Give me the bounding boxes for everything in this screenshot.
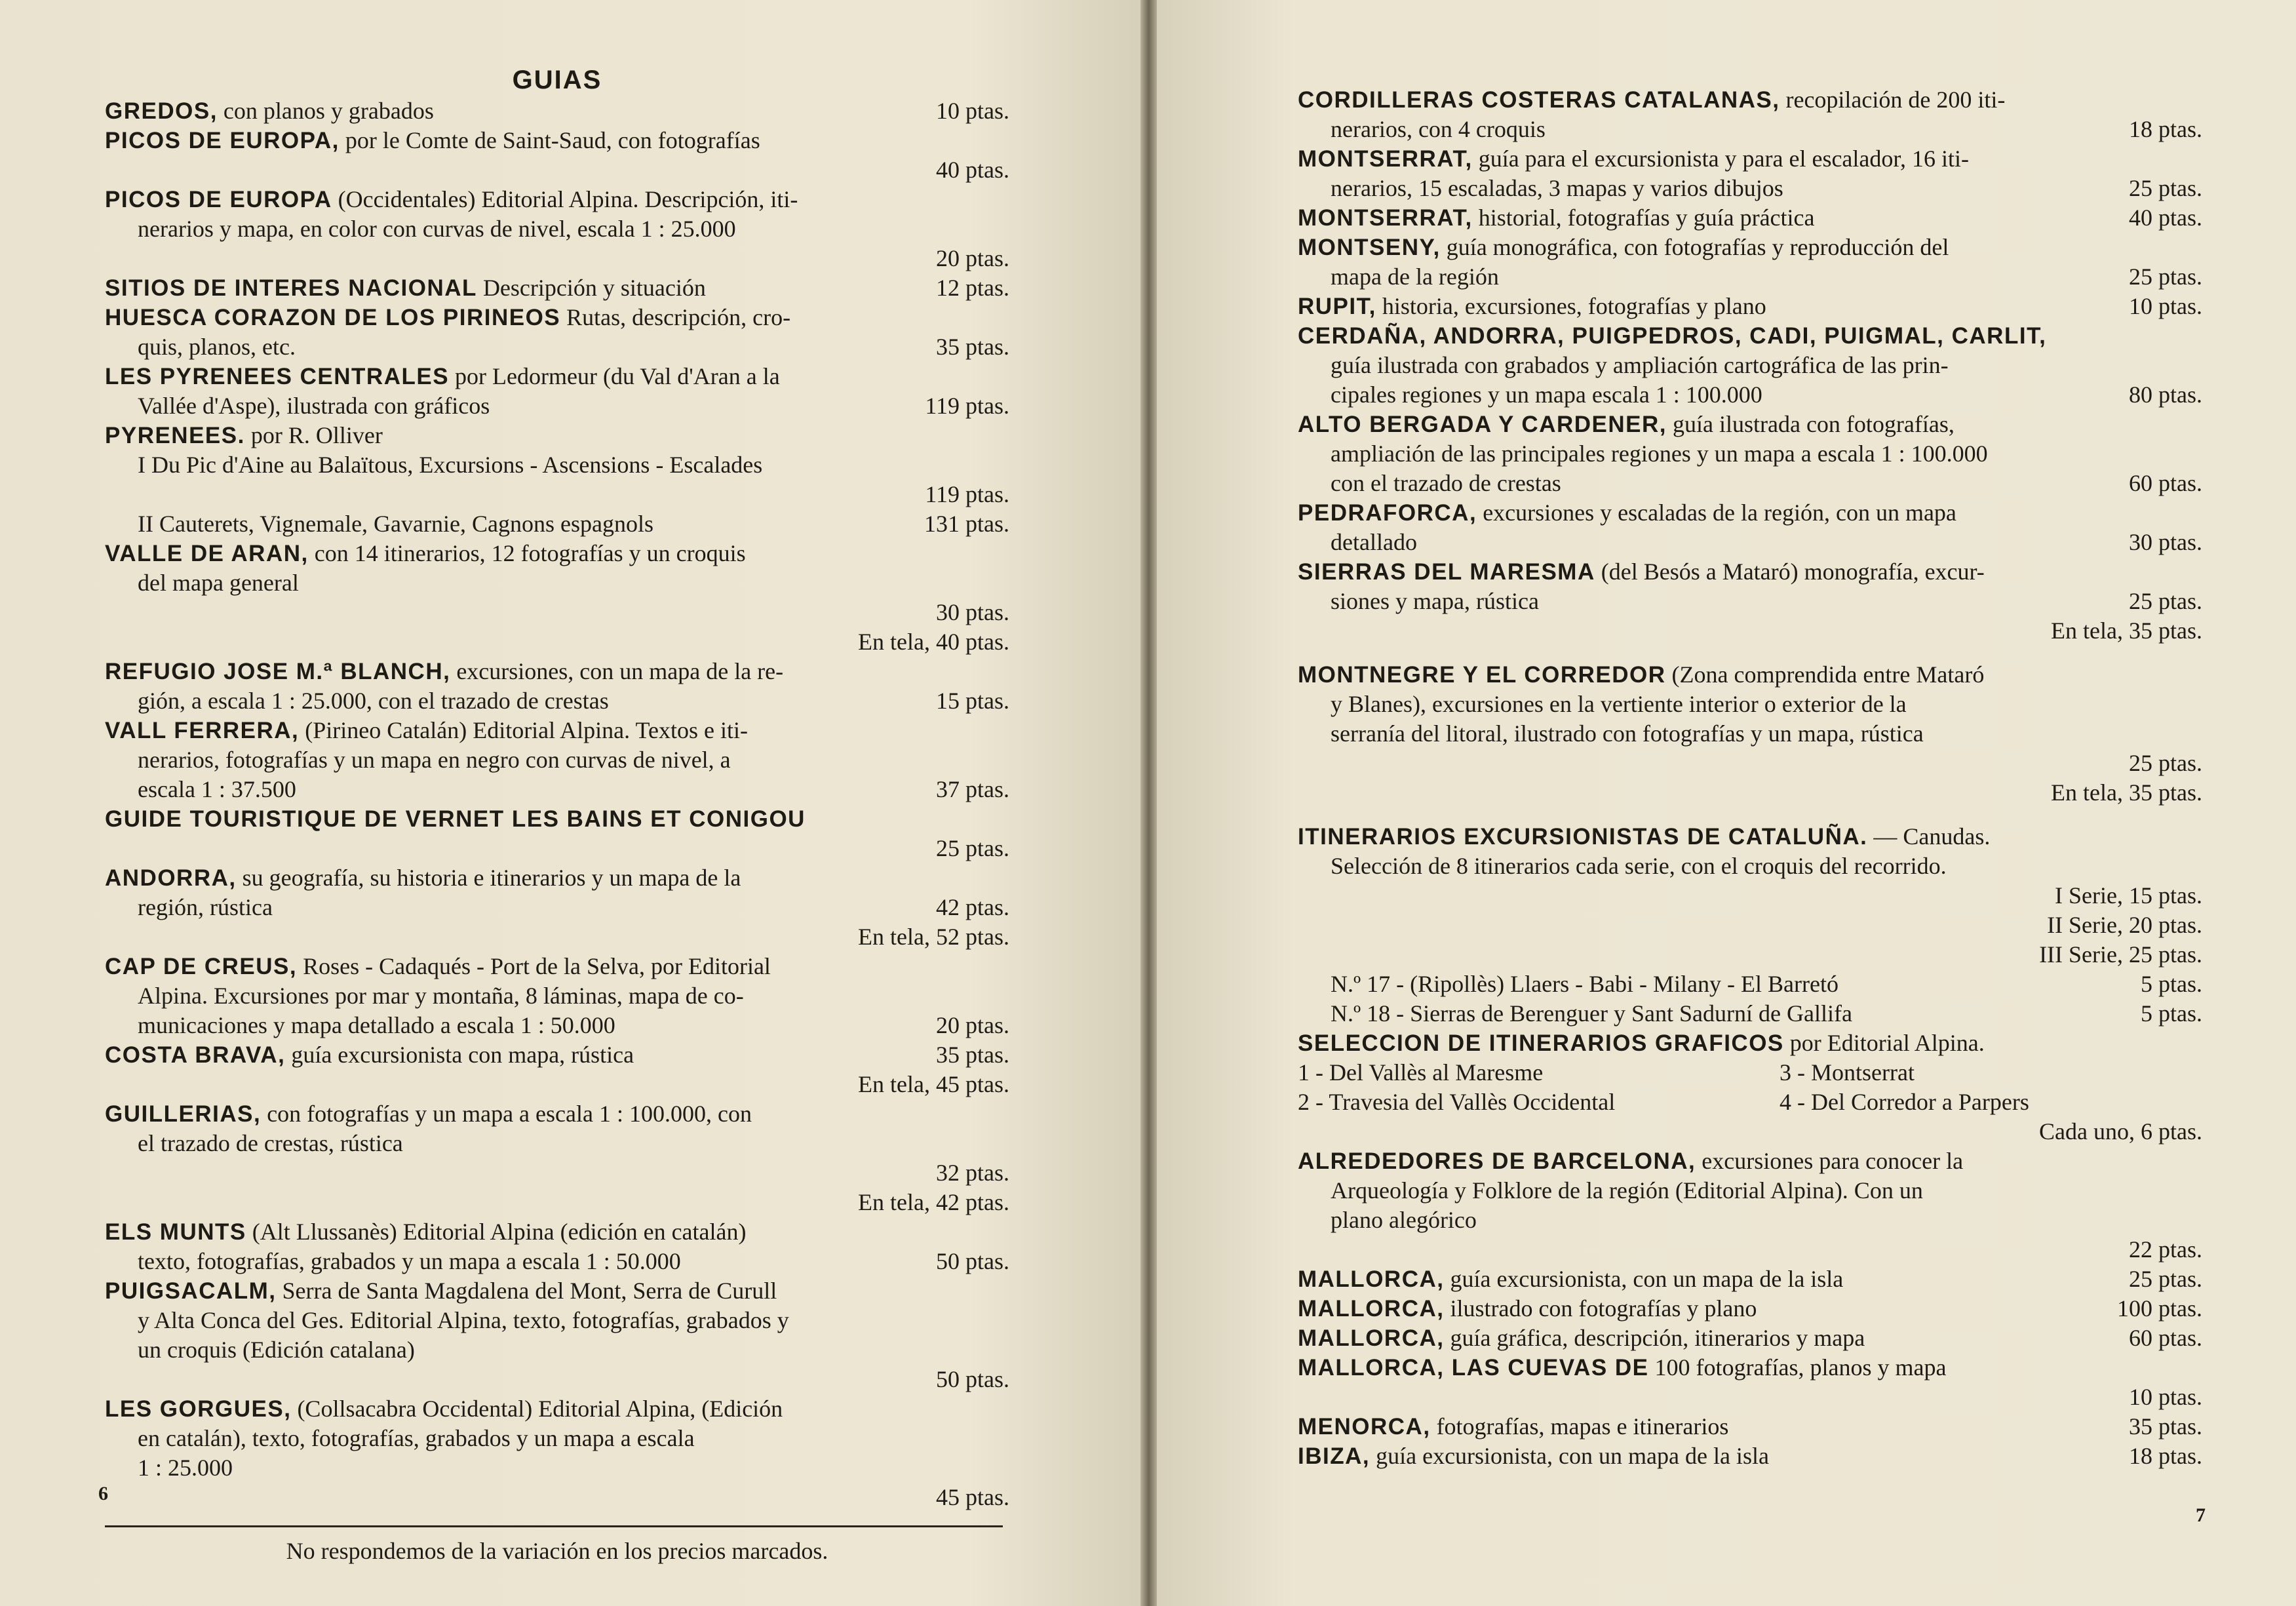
entry-title: GREDOS,	[105, 98, 218, 124]
series-price: III Serie, 25 ptas.	[2039, 941, 2202, 968]
catalog-entry	[1298, 233, 2202, 292]
entry-title: PICOS DE EUROPA,	[105, 128, 340, 153]
entry-text: del mapa general	[138, 570, 299, 596]
entry-text: (Occidentales) Editorial Alpina. Descripción, iti-	[338, 186, 798, 212]
entry-text: por le Comte de Saint-Saud, con fotografías	[345, 127, 760, 153]
entry-price: 5 ptas.	[2141, 971, 2202, 997]
entry-text: serranía del litoral, ilustrado con fotografías y un mapa, rústica	[1331, 720, 1924, 747]
entry-price: 35 ptas.	[2129, 1413, 2202, 1440]
catalog-entry	[105, 863, 1009, 952]
entry-price: Cada uno, 6 ptas.	[2039, 1118, 2202, 1145]
entry-price: 32 ptas.	[936, 1160, 1009, 1186]
entry-price: 45 ptas.	[936, 1484, 1009, 1510]
entry-text: excursiones y escaladas de la región, con un mapa	[1483, 499, 1956, 526]
catalog-entry	[1298, 822, 2202, 1028]
catalog-entry	[105, 421, 1009, 539]
entry-title: CORDILLERAS COSTERAS CATALANAS,	[1298, 87, 1780, 113]
entry-text: 1 : 25.000	[138, 1455, 233, 1481]
entry-title: PYRENEES.	[105, 423, 245, 448]
catalog-entry	[1298, 292, 2202, 321]
entry-price: 10 ptas.	[936, 98, 1009, 124]
catalog-entry	[1298, 1323, 2202, 1353]
catalog-entry	[105, 657, 1009, 716]
entry-text: con fotografías y un mapa a escala 1 : 100.000, con	[267, 1101, 752, 1127]
entry-title: MALLORCA,	[1298, 1266, 1445, 1292]
entry-text: gión, a escala 1 : 25.000, con el trazado de crestas	[138, 688, 609, 714]
entry-text: cipales regiones y un mapa escala 1 : 100.000	[1331, 382, 1762, 408]
entry-title: CERDAÑA, ANDORRA, PUIGPEDROS, CADI, PUIGMAL, CARLIT,	[1298, 323, 2047, 349]
entry-price-cloth: En tela, 35 ptas.	[2051, 617, 2202, 644]
entry-price-cloth: En tela, 42 ptas.	[858, 1189, 1009, 1215]
book-gutter	[1140, 0, 1157, 1606]
catalog-entry	[1298, 1028, 2202, 1146]
entry-price: 22 ptas.	[2129, 1236, 2202, 1263]
entry-price: 25 ptas.	[2129, 1266, 2202, 1292]
entry-text: Rutas, descripción, cro-	[566, 304, 791, 330]
entry-text: historia, excursiones, fotografías y plano	[1382, 293, 1766, 319]
entry-text: mapa de la región	[1331, 264, 1499, 290]
catalog-entry	[105, 539, 1009, 657]
entry-price: 25 ptas.	[2129, 264, 2202, 290]
entry-price: 25 ptas.	[2129, 175, 2202, 201]
entry-text: con el trazado de crestas	[1331, 470, 1561, 496]
entry-title: MONTSENY,	[1298, 235, 1441, 260]
entry-title: MALLORCA, LAS CUEVAS DE	[1298, 1355, 1649, 1381]
entry-title: IBIZA,	[1298, 1443, 1371, 1469]
entry-title: PUIGSACALM,	[105, 1278, 277, 1304]
entry-title: MALLORCA,	[1298, 1325, 1445, 1351]
entry-title: PEDRAFORCA,	[1298, 500, 1477, 526]
entry-price: 35 ptas.	[936, 1042, 1009, 1068]
entry-text: excursiones, con un mapa de la re-	[456, 658, 784, 684]
entry-text: nerarios, con 4 croquis	[1331, 116, 1546, 142]
left-column	[105, 62, 1009, 1566]
series-price: I Serie, 15 ptas.	[2055, 882, 2202, 909]
entry-text: Vallée d'Aspe), ilustrada con gráficos	[138, 393, 490, 419]
entry-text: (Pirineo Catalán) Editorial Alpina. Textos e iti-	[305, 717, 748, 743]
catalog-entry	[105, 952, 1009, 1040]
entry-text: y Alta Conca del Ges. Editorial Alpina, texto, fotografías, grabados y	[138, 1307, 789, 1333]
entry-price: 40 ptas.	[936, 157, 1009, 183]
entry-price: 80 ptas.	[2129, 382, 2202, 408]
catalog-entry	[1298, 144, 2202, 203]
entry-title: ITINERARIOS EXCURSIONISTAS DE CATALUÑA.	[1298, 824, 1868, 850]
entry-text: recopilación de 200 iti-	[1785, 87, 2006, 113]
entry-price: 18 ptas.	[2129, 1443, 2202, 1469]
entry-price: 37 ptas.	[936, 776, 1009, 802]
entry-text: (Collsacabra Occidental) Editorial Alpina, (Edición	[297, 1396, 783, 1422]
entry-text: detallado	[1331, 529, 1417, 555]
entry-title: COSTA BRAVA,	[105, 1042, 286, 1068]
entry-text: por Editorial Alpina.	[1789, 1030, 1985, 1056]
catalog-entry	[1298, 321, 2202, 410]
entry-text: nerarios, 15 escaladas, 3 mapas y varios dibujos	[1331, 175, 1783, 201]
entry-text: Selección de 8 itinerarios cada serie, con el croquis del recorrido.	[1331, 853, 1947, 879]
entry-price: 20 ptas.	[936, 1012, 1009, 1038]
entry-title: REFUGIO JOSE M.ª BLANCH,	[105, 659, 451, 684]
graphic-itinerary: 1 - Del Vallès al Maresme	[1298, 1059, 1544, 1086]
catalog-entry	[105, 362, 1009, 421]
entry-text: guía ilustrada con grabados y ampliación cartográfica de las prin-	[1331, 352, 1949, 378]
entry-text: siones y mapa, rústica	[1331, 588, 1539, 614]
graphic-itinerary: 2 - Travesia del Vallès Occidental	[1298, 1089, 1616, 1115]
entry-price: 119 ptas.	[925, 393, 1009, 419]
catalog-entry	[1298, 203, 2202, 233]
page-number: 6	[98, 1483, 108, 1504]
entry-price: 60 ptas.	[2129, 1325, 2202, 1351]
entry-title: LES PYRENEES CENTRALES	[105, 364, 450, 389]
entry-text: (del Besós a Mataró) monografía, excur-	[1601, 558, 1985, 585]
entry-price: 40 ptas.	[2129, 205, 2202, 231]
catalog-entry	[105, 1217, 1009, 1276]
entry-text: (Alt Llussanès) Editorial Alpina (edición en catalán)	[252, 1219, 747, 1245]
entry-price: 50 ptas.	[936, 1248, 1009, 1274]
entry-title: VALLE DE ARAN,	[105, 541, 309, 566]
catalog-entry	[105, 1276, 1009, 1394]
series-price: II Serie, 20 ptas.	[2047, 912, 2202, 938]
entry-title: MONTSERRAT,	[1298, 205, 1473, 231]
numbered-itinerary: N.º 18 - Sierras de Berenguer y Sant Sadurní de Gallifa	[1331, 1000, 1852, 1027]
entry-title: PICOS DE EUROPA	[105, 187, 332, 212]
catalog-entry	[105, 716, 1009, 804]
entry-price-cloth: En tela, 40 ptas.	[858, 629, 1009, 655]
catalog-entry	[105, 273, 1009, 303]
entry-price: 30 ptas.	[936, 599, 1009, 625]
entry-price: 20 ptas.	[936, 245, 1009, 271]
catalog-entry	[1298, 557, 2202, 646]
catalog-entry	[1298, 1264, 2202, 1294]
page-number: 7	[2196, 1504, 2206, 1526]
left-page	[0, 0, 1140, 1606]
footer-note: No respondemos de la variación en los precios marcados.	[286, 1538, 828, 1564]
entry-text: excursiones para conocer la	[1702, 1148, 1964, 1174]
entry-title: CAP DE CREUS,	[105, 954, 298, 979]
entry-subitem: I Du Pic d'Aine au Balaïtous, Excursions - Ascensions - Escalades	[138, 452, 763, 478]
entry-price: 15 ptas.	[936, 688, 1009, 714]
entry-text: ilustrado con fotografías y plano	[1450, 1295, 1757, 1322]
catalog-entry	[105, 303, 1009, 362]
entry-text: por R. Olliver	[250, 422, 383, 448]
section-heading: GUIAS	[512, 66, 602, 94]
entry-price-cloth: En tela, 52 ptas.	[858, 924, 1009, 950]
entry-text: guía excursionista, con un mapa de la isla	[1376, 1443, 1769, 1469]
entry-title: SITIOS DE INTERES NACIONAL	[105, 275, 477, 301]
catalog-entry	[1298, 660, 2202, 808]
entry-text: fotografías, mapas e itinerarios	[1436, 1413, 1729, 1440]
entry-title: ALTO BERGADA Y CARDENER,	[1298, 412, 1667, 437]
entry-text: y Blanes), excursiones en la vertiente interior o exterior de la	[1331, 691, 1907, 717]
catalog-entry	[105, 126, 1009, 185]
entry-text: guía para el excursionista y para el escalador, 16 iti-	[1478, 146, 1969, 172]
catalog-entry	[105, 185, 1009, 273]
entry-text: con 14 itinerarios, 12 fotografías y un croquis	[314, 540, 746, 566]
entry-title: GUILLERIAS,	[105, 1101, 262, 1127]
catalog-entry	[1298, 498, 2202, 557]
entry-text: Arqueología y Folklore de la región (Editorial Alpina). Con un	[1331, 1177, 1923, 1204]
entry-title: RUPIT,	[1298, 294, 1376, 319]
entry-text: con planos y grabados	[223, 98, 434, 124]
entry-text: (Zona comprendida entre Mataró	[1671, 661, 1985, 688]
entry-text: texto, fotografías, grabados y un mapa a escala 1 : 50.000	[138, 1248, 681, 1274]
entry-text: Descripción y situación	[482, 275, 706, 301]
entry-title: VALL FERRERA,	[105, 718, 300, 743]
entry-text: guía monográfica, con fotografías y reproducción del	[1446, 234, 1949, 260]
entry-price: 100 ptas.	[2117, 1295, 2202, 1322]
entry-title: MENORCA,	[1298, 1414, 1431, 1440]
graphic-itinerary: 4 - Del Corredor a Parpers	[1780, 1089, 2029, 1115]
entry-price: 35 ptas.	[936, 334, 1009, 360]
catalog-entry	[1298, 1441, 2202, 1471]
entry-title: HUESCA CORAZON DE LOS PIRINEOS	[105, 305, 561, 330]
entry-text: el trazado de crestas, rústica	[138, 1130, 403, 1156]
entry-text: guía excursionista con mapa, rústica	[291, 1042, 634, 1068]
entry-text: Serra de Santa Magdalena del Mont, Serra de Curull	[282, 1278, 777, 1304]
entry-text: Roses - Cadaqués - Port de la Selva, por Editorial	[303, 953, 771, 979]
entry-title: MONTNEGRE Y EL CORREDOR	[1298, 662, 1666, 688]
entry-price: 10 ptas.	[2129, 293, 2202, 319]
entry-price: 12 ptas.	[936, 275, 1009, 301]
entry-price-cloth: En tela, 35 ptas.	[2051, 779, 2202, 806]
entry-price: 25 ptas.	[2129, 588, 2202, 614]
catalog-entry	[105, 96, 1009, 126]
entry-price: 131 ptas.	[924, 511, 1009, 537]
entry-price-cloth: En tela, 45 ptas.	[858, 1071, 1009, 1097]
entry-subitem: II Cauterets, Vignemale, Gavarnie, Cagnons espagnols	[138, 511, 653, 537]
catalog-entry	[1298, 410, 2202, 498]
entry-text: en catalán), texto, fotografías, grabados y un mapa a escala	[138, 1425, 695, 1451]
catalog-entry	[1298, 1353, 2202, 1412]
right-page	[1157, 0, 2296, 1606]
entry-text: región, rústica	[138, 894, 273, 920]
entry-title: SIERRAS DEL MARESMA	[1298, 559, 1595, 585]
entry-price: 5 ptas.	[2141, 1000, 2202, 1027]
entry-text: nerarios y mapa, en color con curvas de nivel, escala 1 : 25.000	[138, 216, 736, 242]
entry-price: 30 ptas.	[2129, 529, 2202, 555]
entry-title: ALREDEDORES DE BARCELONA,	[1298, 1148, 1696, 1174]
entry-price: 42 ptas.	[936, 894, 1009, 920]
entry-price: 50 ptas.	[936, 1366, 1009, 1392]
entry-text: un croquis (Edición catalana)	[138, 1337, 415, 1363]
catalog-entry	[1298, 1146, 2202, 1264]
entry-title: GUIDE TOURISTIQUE DE VERNET LES BAINS ET CONIGOU	[105, 806, 806, 832]
graphic-itinerary: 3 - Montserrat	[1780, 1059, 1915, 1086]
entry-price: 25 ptas.	[2129, 750, 2202, 776]
entry-text: Alpina. Excursiones por mar y montaña, 8 láminas, mapa de co-	[138, 983, 744, 1009]
entry-title: MONTSERRAT,	[1298, 146, 1473, 172]
entry-text: nerarios, fotografías y un mapa en negro con curvas de nivel, a	[138, 747, 731, 773]
entry-text: plano alegórico	[1331, 1207, 1477, 1233]
entry-price: 60 ptas.	[2129, 470, 2202, 496]
entry-title: SELECCION DE ITINERARIOS GRAFICOS	[1298, 1030, 1784, 1056]
entry-text: — Canudas.	[1873, 823, 1991, 850]
catalog-entry	[105, 1394, 1009, 1512]
divider	[105, 1525, 1003, 1527]
entry-title: LES GORGUES,	[105, 1396, 292, 1422]
catalog-entry	[105, 1099, 1009, 1217]
entry-price: 25 ptas.	[936, 835, 1009, 861]
catalog-entry	[105, 1040, 1009, 1099]
entry-text: ampliación de las principales regiones y un mapa a escala 1 : 100.000	[1331, 441, 1988, 467]
entry-text: quis, planos, etc.	[138, 334, 296, 360]
entry-text: por Ledormeur (du Val d'Aran a la	[455, 363, 780, 389]
catalog-entry	[1298, 85, 2202, 144]
entry-text: escala 1 : 37.500	[138, 776, 296, 802]
entry-price: 10 ptas.	[2129, 1384, 2202, 1410]
entry-text: historial, fotografías y guía práctica	[1478, 205, 1815, 231]
right-column	[1298, 85, 2202, 1471]
entry-text: guía ilustrada con fotografías,	[1673, 411, 1955, 437]
catalog-entry	[105, 804, 1009, 863]
entry-price: 119 ptas.	[925, 481, 1009, 507]
entry-text: 100 fotografías, planos y mapa	[1654, 1354, 1947, 1381]
catalog-entry	[1298, 1412, 2202, 1441]
entry-title: ANDORRA,	[105, 865, 237, 891]
entry-text: su geografía, su historia e itinerarios y un mapa de la	[242, 865, 741, 891]
entry-title: MALLORCA,	[1298, 1296, 1445, 1322]
entry-text: municaciones y mapa detallado a escala 1 : 50.000	[138, 1012, 615, 1038]
catalog-entry	[1298, 1294, 2202, 1323]
numbered-itinerary: N.º 17 - (Ripollès) Llaers - Babi - Milany - El Barretó	[1331, 971, 1839, 997]
entry-text: guía excursionista, con un mapa de la isla	[1450, 1266, 1844, 1292]
entry-text: guía gráfica, descripción, itinerarios y mapa	[1450, 1325, 1865, 1351]
entry-price: 18 ptas.	[2129, 116, 2202, 142]
entry-title: ELS MUNTS	[105, 1219, 246, 1245]
